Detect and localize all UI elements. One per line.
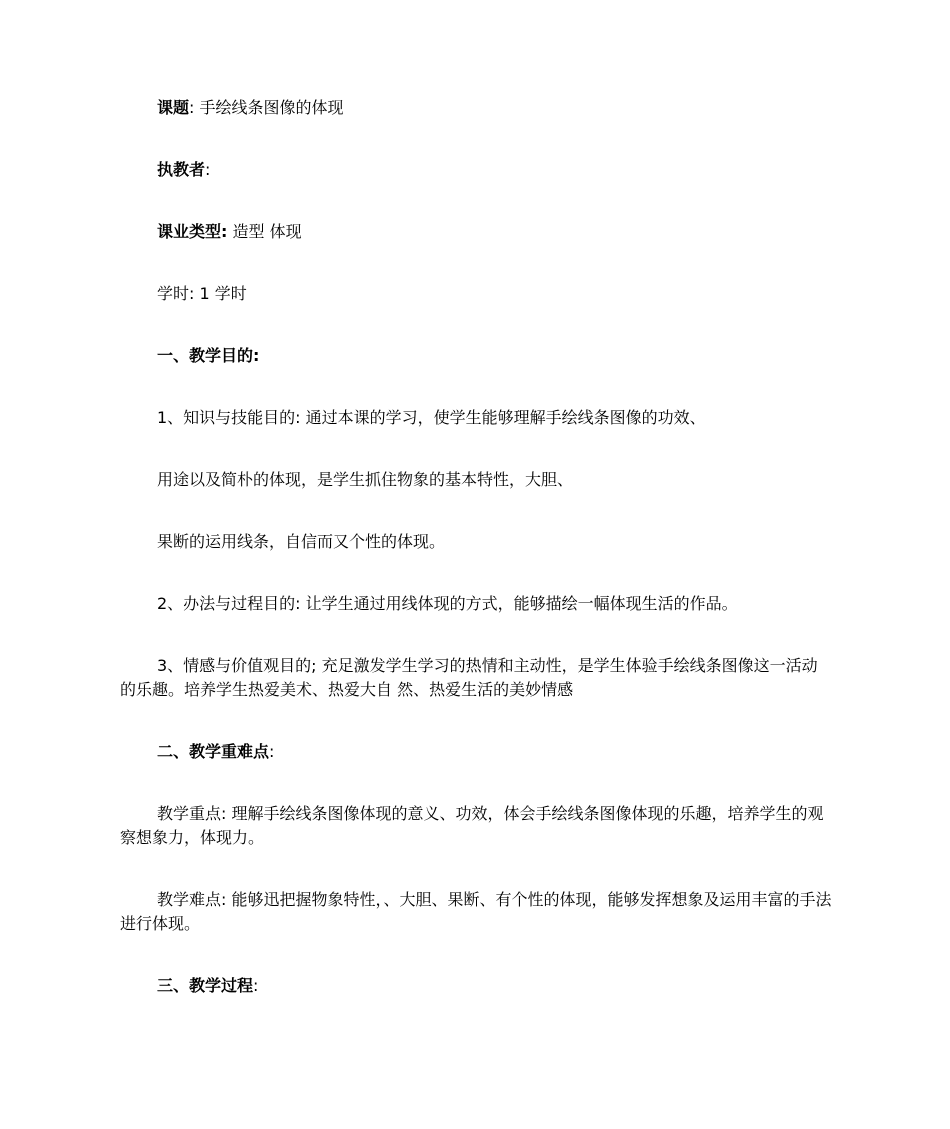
teacher-separator: :: [205, 160, 211, 179]
difficult-point-paragraph: 教学难点: 能够迅把握物象特性，、大胆、果断、有个性的体现，能够发挥想象及运用丰富的手法进行体现。: [120, 890, 832, 933]
hours-line: 学时: 1 学时: [157, 284, 247, 303]
section-heading-goals: 一、教学目的:: [157, 346, 260, 365]
teacher-label: 执教者: [157, 160, 206, 179]
section3-separator: :: [253, 976, 259, 995]
topic-value: 手绘线条图像的体现: [194, 98, 344, 117]
goal1-line1: 1、知识与技能目的: 通过本课的学习，使学生能够理解手绘线条图像的功效、: [157, 408, 706, 427]
section-heading-key-points: [120, 740, 832, 764]
document-body: [120, 96, 832, 1036]
section3-title: 三、教学过程: [157, 976, 254, 995]
goal3-paragraph: 3、情感与价值观目的; 充足激发学生学习的热情和主动性，是学生体验手绘线条图像这一活动的乐趣。培养学生热爱美术、热爱大自 然、热爱生活的美妙情感: [120, 656, 818, 699]
topic-separator: :: [189, 98, 195, 117]
course-type-value: 造型 体现: [227, 222, 302, 241]
goal1-line2: 用途以及简朴的体现，是学生抓住物象的基本特性，大胆、: [157, 470, 574, 489]
section-heading-process: [120, 974, 832, 998]
teacher-line: [120, 158, 832, 182]
course-type-label: 课业类型:: [157, 222, 228, 241]
course-type-line: [120, 220, 832, 244]
goal1-line3: 果断的运用线条，自信而又个性的体现。: [157, 532, 446, 551]
key-point-paragraph: 教学重点: 理解手绘线条图像体现的意义、功效，体会手绘线条图像体现的乐趣，培养学生的观察想象力，体现力。: [120, 804, 824, 847]
topic-label: 课题: [157, 98, 190, 117]
topic-line: [120, 96, 832, 120]
goal2-paragraph: 2、办法与过程目的: 让学生通过用线体现的方式，能够描绘一幅体现生活的作品。: [157, 594, 738, 613]
section2-title: 二、教学重难点: [157, 742, 270, 761]
section2-separator: :: [269, 742, 275, 761]
